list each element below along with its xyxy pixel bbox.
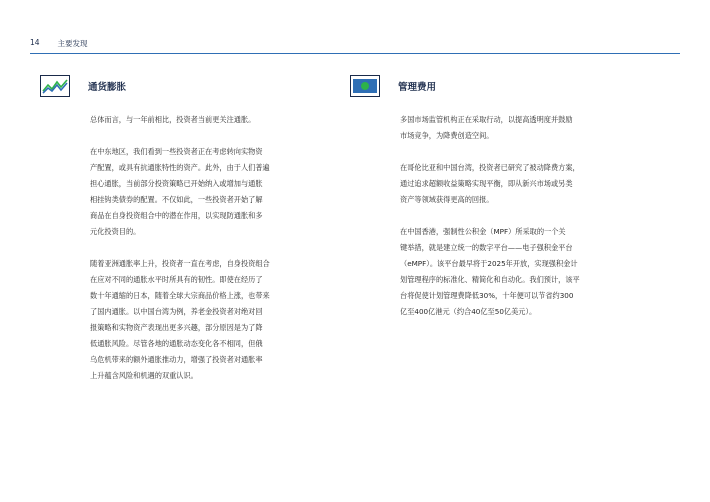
page-header (30, 38, 88, 49)
paragraph: 多国市场监管机构正在采取行动，以提高透明度并鼓励 市场竞争，为降费创造空间。 (400, 115, 573, 140)
inflation-body (90, 112, 305, 384)
paragraph: 总体而言，与一年前相比，投资者当前更关注通胀。 (90, 115, 256, 124)
management-fees-section (350, 74, 615, 336)
inflation-heading (40, 74, 290, 98)
management-fees-title: 管理费用 (398, 82, 437, 93)
management-fees-body (400, 112, 615, 320)
management-fees-heading (350, 74, 615, 98)
paragraph: 随着亚洲通胀率上升，投资者一直在考虑，自身投资组合 在应对不同的通胀水平时所具有的韧性。即使在经历了 数十年通缩的日本，随着全球大宗商品价格上涨，也带来 了国内通胀。以中国台湾为例，养老金投资者对绝对回 报策略和实物资产表现出更多兴趣，部分原因是为了降 低通胀风险。尽管各地的通胀动态变化各不相同，但俄 乌危机带来的额外通胀推动力，增强了投资者对通胀率 上升蕴含风险和机遇的双重认识。 (90, 259, 270, 380)
section-label: 主要发现 (57, 39, 88, 48)
header-divider (30, 53, 680, 54)
paragraph: 在中国香港，强制性公积金（MPF）所采取的一个关 键举措，就是建立统一的数字平台——电子强积金平台 （eMPF）。该平台最早将于2025年开放，实现强积金计 划管理程序的标准化、精简化和自动化。我们预计，该平 台将促使计划管理费降低30%，十年便可以节省约300 亿至400亿港元（约合40亿至50亿美元）。 (400, 227, 580, 316)
inflation-title: 通货膨胀 (88, 82, 127, 93)
page-number: 14 (30, 38, 40, 47)
paragraph: 在中东地区，我们看到一些投资者正在考虑转向实物资 产配置，或具有抗通胀特性的资产。此外，由于人们普遍 担心通胀，当前部分投资策略已开始纳入或增加与通胀 相挂钩类债券的配置。不仅如此，一些投资者开始了解 商品在自身投资组合中的潜在作用，以实现防通胀和多 元化投资目的。 (90, 147, 270, 236)
rising-chart-icon (40, 75, 70, 97)
banknote-icon (350, 75, 380, 97)
paragraph: 在哥伦比亚和中国台湾，投资者已研究了被动降费方案， 通过追求超额收益策略实现平衡，即从新兴市场或另类 资产等领域获得更高的回报。 (400, 163, 580, 204)
inflation-section (40, 74, 290, 400)
